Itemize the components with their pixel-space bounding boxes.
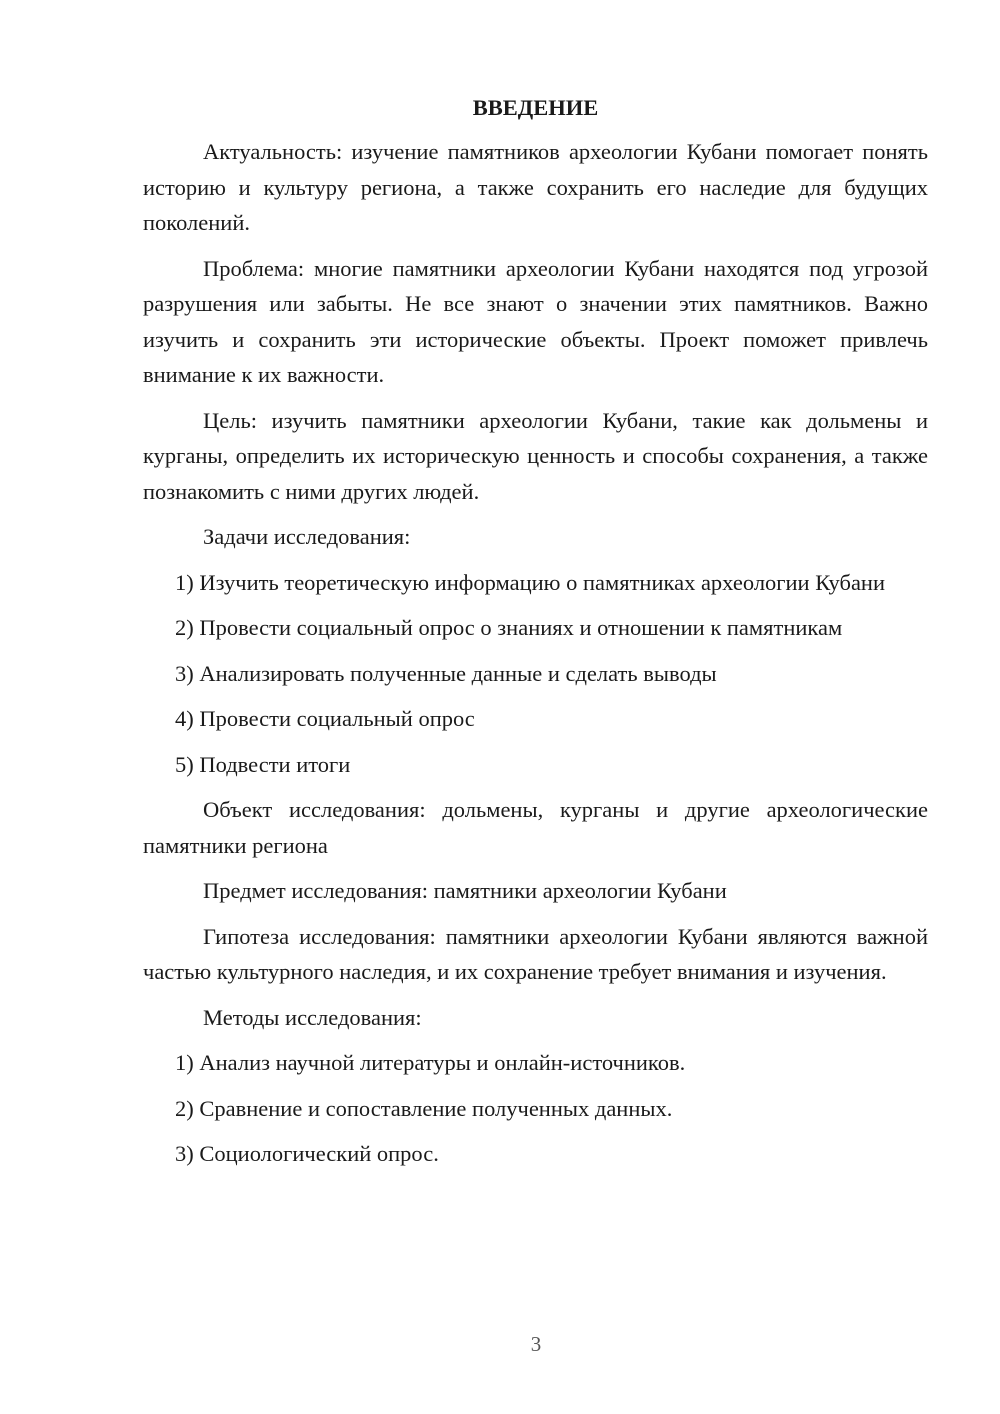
paragraph-relevance: Актуальность: изучение памятников археологии Кубани помогает понять историю и культуру региона, а также сохранить его наследие для будущих поколений. (143, 139, 928, 235)
task-item: 4) Провести социальный опрос (175, 706, 475, 731)
document-page (143, 90, 928, 1182)
methods-heading: Методы исследования: (203, 1004, 422, 1030)
tasks-heading: Задачи исследования: (203, 524, 411, 549)
task-item: 2) Провести социальный опрос о знаниях и отношении к памятникам (175, 615, 843, 640)
method-item: 3) Социологический опрос. (175, 1141, 439, 1166)
method-item: 1) Анализ научной литературы и онлайн-источников. (175, 1050, 686, 1075)
method-item: 2) Сравнение и сопоставление полученных данных. (175, 1095, 673, 1121)
task-item: 1) Изучить теоретическую информацию о памятниках археологии Кубани (175, 569, 886, 595)
paragraph-subject: Предмет исследования: памятники археологии Кубани (203, 878, 727, 903)
paragraph-problem: Проблема: многие памятники археологии Кубани находятся под угрозой разрушения или забыты. Не все знают о значении этих памятников. Важно изучить и сохранить эти исторические объекты. Проект поможет привлечь внимание к их важности. (143, 255, 928, 387)
paragraph-goal: Цель: изучить памятники археологии Кубани, такие как дольмены и курганы, определить их историческую ценность и способы сохранения, а также познакомить с ними других людей. (143, 407, 928, 504)
task-item: 5) Подвести итоги (175, 751, 351, 777)
task-item: 3) Анализировать полученные данные и сделать выводы (175, 660, 717, 686)
paragraph-hypothesis: Гипотеза исследования: памятники археологии Кубани являются важной частью культурного наследия, и их сохранение требует внимания и изучения. (143, 923, 928, 984)
section-title: ВВЕДЕНИЕ (472, 95, 599, 120)
page-number: 3 (530, 1332, 542, 1356)
paragraph-object: Объект исследования: дольмены, курганы и другие археологические памятники региона (143, 797, 928, 858)
